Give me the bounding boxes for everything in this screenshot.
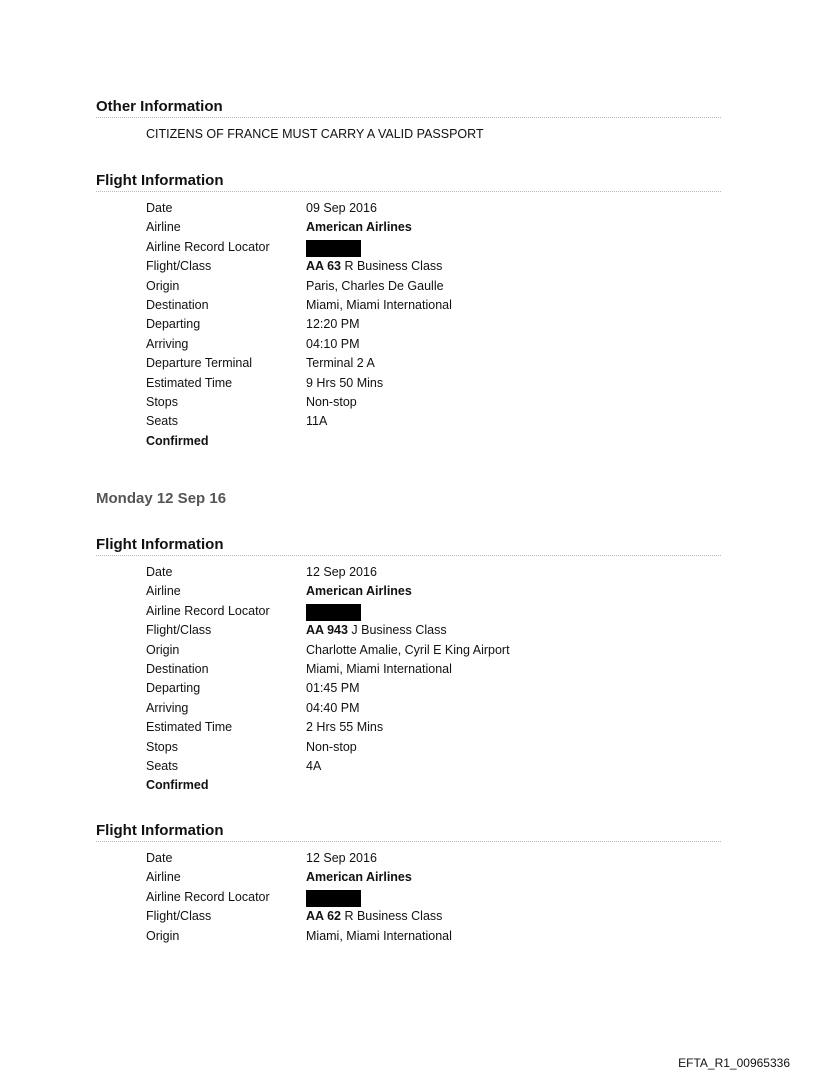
confirmed-row <box>146 778 706 797</box>
origin-label: Origin <box>146 278 180 293</box>
airline-label: Airline <box>146 220 181 235</box>
departure-terminal-label: Departure Terminal <box>146 356 253 371</box>
origin-row <box>146 279 706 298</box>
origin-label: Origin <box>146 642 180 657</box>
confirmed-row <box>146 434 706 453</box>
destination-value: Miami, Miami International <box>306 297 452 312</box>
flight-details-3 <box>146 851 706 948</box>
airline-row <box>146 220 706 239</box>
arriving-value: 04:10 PM <box>306 336 360 351</box>
flight-details-2 <box>146 565 706 798</box>
departing-row <box>146 317 706 336</box>
seats-label: Seats <box>146 758 178 773</box>
flight-class-value <box>306 623 447 638</box>
airline-label: Airline <box>146 870 181 885</box>
airline-label: Airline <box>146 584 181 599</box>
destination-row <box>146 298 706 317</box>
flight-class-row <box>146 623 706 642</box>
date-row <box>146 565 706 584</box>
departing-value: 01:45 PM <box>306 681 360 696</box>
departing-value: 12:20 PM <box>306 317 360 332</box>
record-locator-value <box>306 890 361 911</box>
airline-value: American Airlines <box>306 220 412 235</box>
origin-value: Miami, Miami International <box>306 928 452 943</box>
destination-row <box>146 662 706 681</box>
stops-row <box>146 740 706 759</box>
document-id: EFTA_R1_00965336 <box>678 1056 790 1070</box>
origin-value: Paris, Charles De Gaulle <box>306 278 444 293</box>
flight-details-1 <box>146 201 706 453</box>
seats-value: 11A <box>306 414 328 429</box>
airline-row <box>146 584 706 603</box>
arriving-row <box>146 701 706 720</box>
arriving-row <box>146 337 706 356</box>
seats-row <box>146 759 706 778</box>
flight-information-title: Flight Information <box>96 822 721 842</box>
confirmed-status: Confirmed <box>146 778 209 793</box>
redaction-box <box>306 240 361 257</box>
record-locator-row <box>146 604 706 623</box>
record-locator-label: Airline Record Locator <box>146 603 270 618</box>
redaction-box <box>306 890 361 907</box>
record-locator-value <box>306 604 361 625</box>
destination-label: Destination <box>146 297 209 312</box>
stops-label: Stops <box>146 739 178 754</box>
date-value: 09 Sep 2016 <box>306 201 377 215</box>
departing-label: Departing <box>146 681 201 696</box>
flight-number: AA 62 <box>306 909 341 924</box>
estimated-time-row <box>146 720 706 739</box>
airline-value: American Airlines <box>306 584 412 599</box>
seats-row <box>146 414 706 433</box>
date-value: 12 Sep 2016 <box>306 565 377 579</box>
date-label: Date <box>146 851 173 865</box>
date-value: 12 Sep 2016 <box>306 851 377 865</box>
flight-class-label: Flight/Class <box>146 623 212 638</box>
origin-label: Origin <box>146 928 180 943</box>
flight-class: J Business Class <box>351 623 447 638</box>
stops-label: Stops <box>146 394 178 409</box>
stops-row <box>146 395 706 414</box>
date-label: Date <box>146 201 173 215</box>
flight-number: AA 63 <box>306 259 341 274</box>
flight-class-label: Flight/Class <box>146 259 212 274</box>
flight-class: R Business Class <box>344 909 443 924</box>
flight-information-title: Flight Information <box>96 536 721 556</box>
estimated-time-value: 2 Hrs 55 Mins <box>306 720 384 735</box>
record-locator-label: Airline Record Locator <box>146 239 270 254</box>
other-information-title: Other Information <box>96 98 721 118</box>
flight-class: R Business Class <box>344 259 443 274</box>
departing-row <box>146 681 706 700</box>
origin-value: Charlotte Amalie, Cyril E King Airport <box>306 642 510 657</box>
seats-value: 4A <box>306 758 322 773</box>
flight-information-title: Flight Information <box>96 172 721 192</box>
stops-value: Non-stop <box>306 739 357 754</box>
destination-value: Miami, Miami International <box>306 661 452 676</box>
departure-terminal-row <box>146 356 706 375</box>
arriving-value: 04:40 PM <box>306 700 360 715</box>
date-row <box>146 201 706 220</box>
stops-value: Non-stop <box>306 394 357 409</box>
airline-row <box>146 870 706 889</box>
confirmed-status: Confirmed <box>146 433 209 448</box>
day-heading: Monday 12 Sep 16 <box>96 490 227 507</box>
record-locator-value <box>306 240 361 261</box>
estimated-time-label: Estimated Time <box>146 720 233 735</box>
record-locator-row <box>146 890 706 909</box>
departure-terminal-value: Terminal 2 A <box>306 356 375 371</box>
redaction-box <box>306 604 361 621</box>
flight-class-value <box>306 259 442 274</box>
flight-class-label: Flight/Class <box>146 909 212 924</box>
arriving-label: Arriving <box>146 336 189 351</box>
date-label: Date <box>146 565 173 579</box>
origin-row <box>146 643 706 662</box>
destination-label: Destination <box>146 661 209 676</box>
passport-notice: CITIZENS OF FRANCE MUST CARRY A VALID PASSPORT <box>146 127 484 141</box>
record-locator-label: Airline Record Locator <box>146 889 270 904</box>
estimated-time-row <box>146 376 706 395</box>
record-locator-row <box>146 240 706 259</box>
seats-label: Seats <box>146 414 178 429</box>
flight-number: AA 943 <box>306 623 348 638</box>
origin-row <box>146 929 706 948</box>
departing-label: Departing <box>146 317 201 332</box>
airline-value: American Airlines <box>306 870 412 885</box>
arriving-label: Arriving <box>146 700 189 715</box>
flight-class-value <box>306 909 442 924</box>
date-row <box>146 851 706 870</box>
flight-class-row <box>146 259 706 278</box>
flight-class-row <box>146 909 706 928</box>
estimated-time-value: 9 Hrs 50 Mins <box>306 375 384 390</box>
estimated-time-label: Estimated Time <box>146 375 233 390</box>
